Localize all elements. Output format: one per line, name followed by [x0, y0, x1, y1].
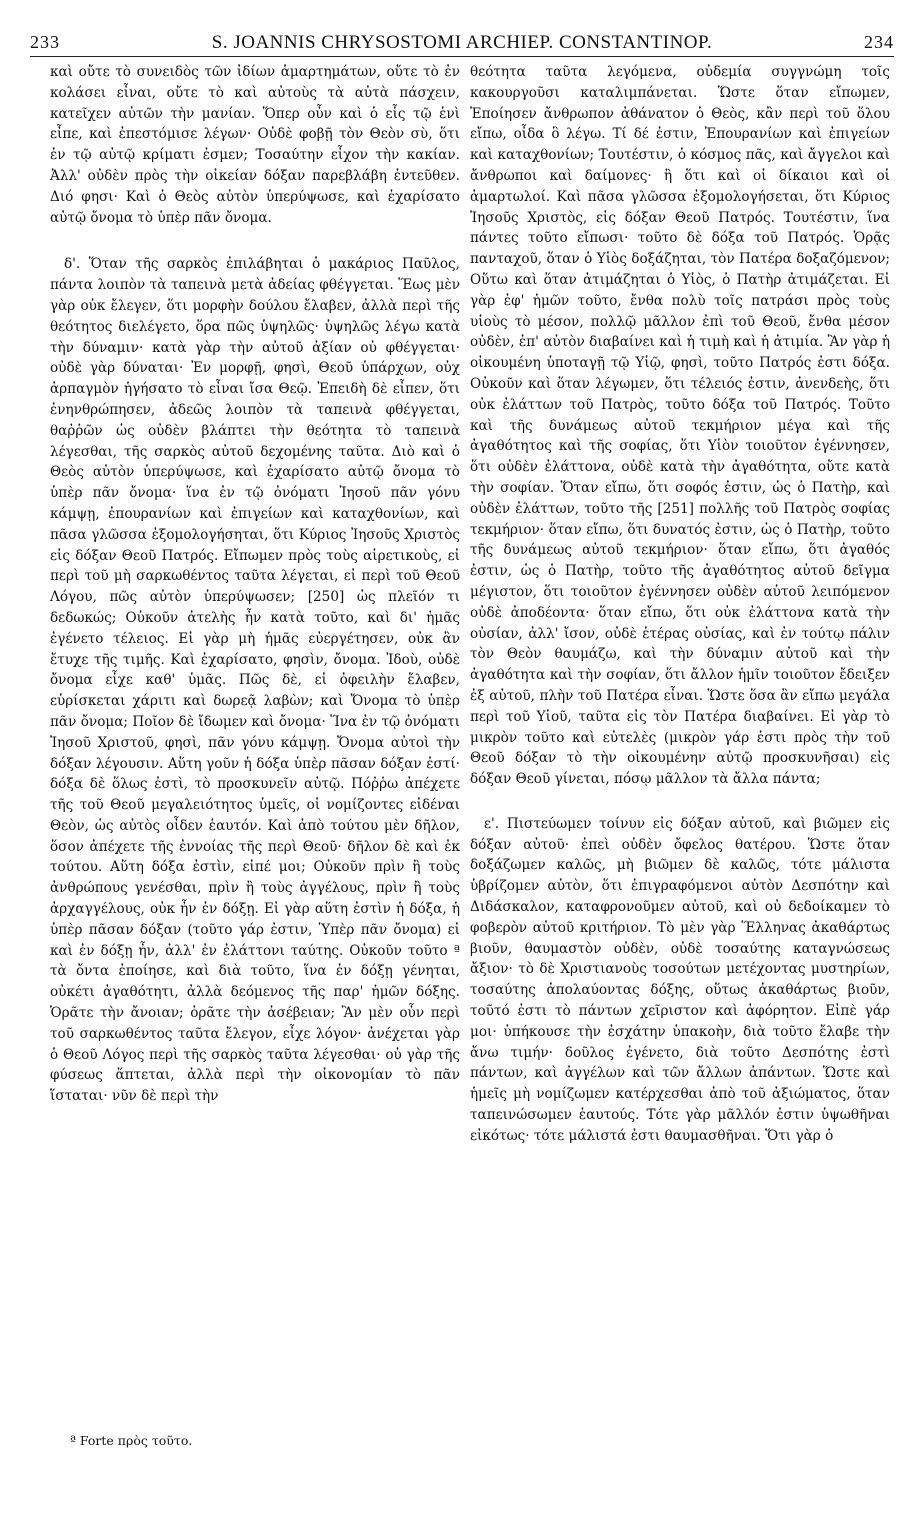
left-column [50, 62, 460, 1107]
footnote: ª Forte πρὸς τοῦτο. [70, 1433, 193, 1448]
right-paragraph-1: θεότητα ταῦτα λεγόμενα, οὐδεμία συγγνώμη τοῖς κακουργοῦσι καταλιμπάνεται. Ὥστε ὅταν εἴπωμεν, Ἐποίησεν ἄνθρωπον ἀθάνατον ὁ Θεὸς, κἂν περὶ τοῦ ὅλου εἴπω, οἶδα ὃ λέγω. Τί δέ ἐστιν, Ἐπουρανίων καὶ ἐπιγείων καὶ καταχθονίων; Τουτέστιν, ὁ κόσμος πᾶς, καὶ ἄγγελοι καὶ ἄνθρωποι καὶ δαίμονες· ἢ ὅτι καὶ οἱ δίκαιοι καὶ οἱ ἁμαρτωλοί. Καὶ πᾶσα γλῶσσα ἐξομολογήσεται, ὅτι Κύριος Ἰησοῦς Χριστὸς, εἰς δόξαν Θεοῦ Πατρός. Τουτέστιν, ἵνα πάντες τοῦτο εἴπωσι· τοῦτο δὲ δόξα τοῦ Πατρός. Ὁρᾷς πανταχοῦ, ὅταν ὁ Υἱὸς δοξάζηται, τὸν Πατέρα δοξαζόμενον; Οὕτω καὶ ὅταν ἀτιμάζηται ὁ Υἱὸς, ὁ Πατὴρ ἀτιμάζεται. Εἰ γὰρ ἐφ' ἡμῶν τοῦτο, ἔνθα πολὺ τοῖς πατράσι πρὸς τοὺς υἱοὺς τὸ μέσον, πολλῷ μᾶλλον ἐπὶ τοῦ Θεοῦ, ἔνθα μέσον οὐδὲν, ἐπ' αὐτὸν διαβαίνει καὶ ἡ τιμὴ καὶ ἡ ἀτιμία. Ἂν γὰρ ἡ οἰκουμένη ὑποταγῇ τῷ Υἱῷ, φησὶ, τοῦτο Πατρός ἐστι δόξα. Οὐκοῦν καὶ ὅταν λέγωμεν, ὅτι τέλειός ἐστιν, ἀνενδεὴς, ὅτι οὐκ ἐλάττων τοῦ Πατρὸς, τοῦτο δόξα τοῦ Πατρός. Τοῦτο καὶ τῆς δυνάμεως αὐτοῦ τεκμήριον μέγα καὶ τῆς ἀγαθότητος καὶ τῆς σοφίας, ὅτι Υἱὸν τοιοῦτον ἐγέννησεν, ὅτι οὐδὲν ἐλάττονα, οὐδὲ κατὰ τὴν ἀγαθότητα, οὔτε κατὰ τὴν σοφίαν. Ὅταν εἴπω, ὅτι σοφός ἐστιν, ὡς ὁ Πατὴρ, καὶ οὐδὲν ἐλάττων, τοῦτο τῆς [251] πολλῆς τοῦ Πατρὸς σοφίας τεκμήριον· ὅταν εἴπω, ὅτι δυνατός ἐστιν, ὡς ὁ Πατὴρ, τοῦτο τῆς δυνάμεως αὐτοῦ τεκμήριον· ὅταν εἴπω, ὅτι ἀγαθός ἐστιν, ὡς ὁ Πατὴρ, τοῦτο τῆς ἀγαθότητος αὐτοῦ δεῖγμα μέγιστον, ὅτι τοιοῦτον ἐγέννησεν οὐδὲν αὐτοῦ λειπόμενον οὐδὲ ἀποδέοντα· ὅταν εἴπω, ὅτι οὐκ ἐλάττονα κατὰ τὴν οὐσίαν, ἀλλ' ἴσον, οὐδὲ ἑτέρας οὐσίας, καὶ ἐν τούτῳ πάλιν τὸν Θεὸν θαυμάζω, καὶ τὴν δύναμιν αὐτοῦ καὶ τὴν ἀγαθότητα καὶ τὴν σοφίαν, ὅτι ἄλλον ἡμῖν τοιοῦτον ἔδειξεν ἐξ αὐτοῦ, πλὴν τοῦ Πατέρα εἶναι. Ὥστε ὅσα ἂν εἴπω μεγάλα περὶ τοῦ Υἱοῦ, ταῦτα εἰς τὸν Πατέρα διαβαίνει. Εἰ γὰρ τὸ μικρὸν τοῦτο καὶ εὐτελὲς (μικρὸν γάρ ἐστι πρὸς τὴν τοῦ Θεοῦ δόξαν τὸ τὴν οἰκουμένην αὐτῷ προσκυνῆσαι) εἰς δόξαν Θεοῦ γίνεται, πόσῳ μᾶλλον τὰ ἄλλα πάντα; [470, 64, 890, 788]
right-paragraph-section-5: ε'. Πιστεύωμεν τοίνυν εἰς δόξαν αὐτοῦ, καὶ βιῶμεν εἰς δόξαν αὐτοῦ· ἐπεὶ οὐδὲν ὄφελος θατέρου. Ὥστε ὅταν δοξάζωμεν καλῶς, μὴ βιῶμεν δὲ καλῶς, τότε μάλιστα ὑβρίζομεν αὐτὸν, ὅτι ἐπιγραφόμενοι αὐτὸν Δεσπότην καὶ Διδάσκαλον, καταφρονοῦμεν αὐτοῦ, καὶ οὐ δεδοίκαμεν τὸ φοβερὸν αὐτοῦ κριτήριον. Τὸ μὲν γὰρ Ἕλληνας ἀκαθάρτως βιοῦν, θαυμαστὸν οὐδὲν, οὐδὲ τοσαύτης καταγνώσεως ἄξιον· τὸ δὲ Χριστιανοὺς τοσούτων μετέχοντας μυστηρίων, τοσαύτης ἀπολαύοντας δόξης, οὕτως ἀκαθάρτως βιοῦν, τοῦτό ἐστι τὸ πάντων χεῖριστον καὶ ἀφόρητον. Εἰπὲ γάρ μοι· ὑπήκουσε τὴν ἐσχάτην ὑπακοὴν, διὰ τοῦτο ἔλαβε τὴν ἄνω τιμήν· δοῦλος ἐγένετο, διὰ τοῦτο Δεσπότης ἐστὶ πάντων, καὶ ἀγγέλων καὶ τῶν ἄλλων ἁπάντων. Ὥστε καὶ ἡμεῖς μὴ νομίζωμεν κατέρχεσθαι ἀπὸ τοῦ ἀξιώματος, ὅταν ταπεινώσωμεν ἑαυτούς. Τότε γὰρ μᾶλλόν ἐστιν ὑψωθῆναι εἰκότως· τότε μάλιστά ἐστι θαυμασθῆναι. Ὅτι γὰρ ὁ [470, 815, 890, 1144]
page-number-left: 233 [30, 32, 60, 52]
running-header [30, 32, 894, 57]
right-column [470, 62, 890, 1147]
left-paragraph-1: καὶ οὔτε τὸ συνειδὸς τῶν ἰδίων ἁμαρτημάτων, οὔτε τὸ ἐν κολάσει εἶναι, οὔτε τὸ καὶ αὐτοὺς τὰ αὐτὰ πάσχειν, κατεῖχεν αὐτῶν τὴν μανίαν. Ὅπερ οὖν καὶ ὁ εἷς τῷ ἑνὶ εἶπε, καὶ ἐπεστόμισε λέγων· Οὐδὲ φοβῇ τὸν Θεὸν σὺ, ὅτι ἐν τῷ αὐτῷ κρίματι ἐσμεν; Τοσαύτην εἶχον τὴν κακίαν. Ἀλλ' οὐδὲν πρὸς τὴν οἰκείαν δόξαν παρεβλάβη ἐντεῦθεν. Διό φησι· Καὶ ὁ Θεὸς αὐτὸν ὑπερύψωσε, καὶ ἐχαρίσατο αὐτῷ ὄνομα τὸ ὑπὲρ πᾶν ὄνομα. [50, 64, 460, 226]
running-title: S. JOANNIS CHRYSOSTOMI ARCHIEP. CONSTANTINOP. [211, 32, 713, 53]
left-paragraph-section-4: δ'. Ὅταν τῆς σαρκὸς ἐπιλάβηται ὁ μακάριος Παῦλος, πάντα λοιπὸν τὰ ταπεινὰ μετὰ ἀδείας φθέγγεται. Ἕως μὲν γὰρ οὐκ ἔλεγεν, ὅτι μορφὴν δούλου ἔλαβεν, ἀλλὰ περὶ τῆς θεότητος διελέγετο, ὅρα πῶς ὑψηλῶς· ὑψηλῶς λέγω κατὰ τὴν δύναμιν· κατὰ γὰρ τὴν αὐτοῦ ἀξίαν οὐ φθέγγεται· οὐδὲ γὰρ δύναται· Ἐν μορφῇ, φησὶ, Θεοῦ ὑπάρχων, οὐχ ἁρπαγμὸν ἡγήσατο τὸ εἶναι ἴσα Θεῷ. Ἐπειδὴ δὲ εἶπεν, ὅτι ἐνηνθρώπησεν, ἀδεῶς λοιπὸν τὰ ταπεινὰ φθέγγεται, θαῤῥῶν ὡς οὐδὲν βλάπτει τὴν θεότητα τὸ ταπεινὰ λέγεσθαι, τῆς σαρκὸς αὐτοῦ δεχομένης ταῦτα. Διὸ καὶ ὁ Θεὸς αὐτὸν ὑπερύψωσε, καὶ ἐχαρίσατο αὐτῷ ὄνομα τὸ ὑπὲρ πᾶν ὄνομα· ἵνα ἐν τῷ ὀνόματι Ἰησοῦ πᾶν γόνυ κάμψῃ, ἐπουρανίων καὶ ἐπιγείων καὶ καταχθονίων, καὶ πᾶσα γλῶσσα ἐξομολογήσηται, ὅτι Κύριος Ἰησοῦς Χριστὸς εἰς δόξαν Θεοῦ Πατρός. Εἴπωμεν πρὸς τοὺς αἱρετικοὺς, εἰ περὶ τοῦ μὴ σαρκωθέντος ταῦτα λέγεται, εἰ περὶ τοῦ Θεοῦ Λόγου, πῶς αὐτὸν ὑπερύψωσεν; [250] ὡς πλεῖόν τι δεδωκώς; Οὐκοῦν ἀτελὴς ἦν κατὰ τοῦτο, καὶ δι' ἡμᾶς ἐγένετο τέλειος. Εἰ γὰρ μὴ ἡμᾶς εὐεργέτησεν, οὐκ ἂν ἔτυχε τῆς τιμῆς. Καὶ ἐχαρίσατο, φησὶν, ὄνομα. Ἰδοὺ, οὐδὲ ὄνομα εἶχε καθ' ὑμᾶς. Πῶς δὲ, εἰ ὀφειλὴν ἔλαβεν, εὑρίσκεται χάριτι καὶ δωρεᾷ λαβὼν; καὶ Ὄνομα τὸ ὑπὲρ πᾶν ὄνομα; Ποῖον δὲ ἴδωμεν καὶ ὄνομα· Ἵνα ἐν τῷ ὀνόματι Ἰησοῦ Χριστοῦ, φησὶ, πᾶν γόνυ κάμψῃ. Ὄνομα αὐτοὶ τὴν δόξαν λέγουσιν. Αὕτη γοῦν ἡ δόξα ὑπὲρ πᾶσαν δόξαν ἐστί· δόξα δὲ ὅλως ἐστὶ, τὸ προσκυνεῖν αὐτῷ. Πόῤῥω ἀπέχετε τῆς τοῦ Θεοῦ μεγαλειότητος ὑμεῖς, οἱ νομίζοντες εἰδέναι Θεὸν, ὡς αὐτὸς οἶδεν ἑαυτόν. Καὶ ἀπὸ τούτου μὲν δῆλον, ὅσον ἀπέχετε τῆς ἐννοίας τῆς περὶ Θεοῦ· δῆλον δὲ καὶ ἐκ τούτου. Αὕτη δόξα ἐστὶν, εἰπέ μοι; Οὐκοῦν πρὶν ἢ τοὺς ἀνθρώπους γενέσθαι, πρὶν ἢ τοὺς ἀγγέλους, πρὶν ἢ τοὺς ἀρχαγγέλους, οὐκ ἦν ἐν δόξῃ. Εἰ γὰρ αὕτη ἐστὶν ἡ δόξα, ἡ ὑπὲρ πᾶσαν δόξαν (τοῦτο γάρ ἐστιν, Ὑπὲρ πᾶν ὄνομα) εἰ καὶ ἐν δόξῃ ἦν, ἀλλ' ἐν ἐλάττονι ταύτης. Οὐκοῦν τοῦτο ª τὰ ὄντα ἐποίησε, καὶ διὰ τοῦτο, ἵνα ἐν δόξῃ γένηται, οὐκέτι ἀγαθότητι, ἀλλὰ δεόμενος τῆς παρ' ἡμῶν δόξης. Ὁρᾶτε τὴν ἄνοιαν; ὁρᾶτε τὴν ἀσέβειαν; Ἂν μὲν οὖν περὶ τοῦ σαρκωθέντος ταῦτα ἔλεγον, εἶχε λόγον· ἀνέχεται γὰρ ὁ Θεοῦ Λόγος περὶ τῆς σαρκὸς ταῦτα λέγεσθαι· οὐ γὰρ τῆς φύσεως ἅπτεται, ἀλλὰ περὶ τὴν οἰκονομίαν τὸ πᾶν ἵσταται· νῦν δὲ περὶ τὴν [50, 256, 460, 1105]
page-number-right: 234 [864, 32, 894, 52]
